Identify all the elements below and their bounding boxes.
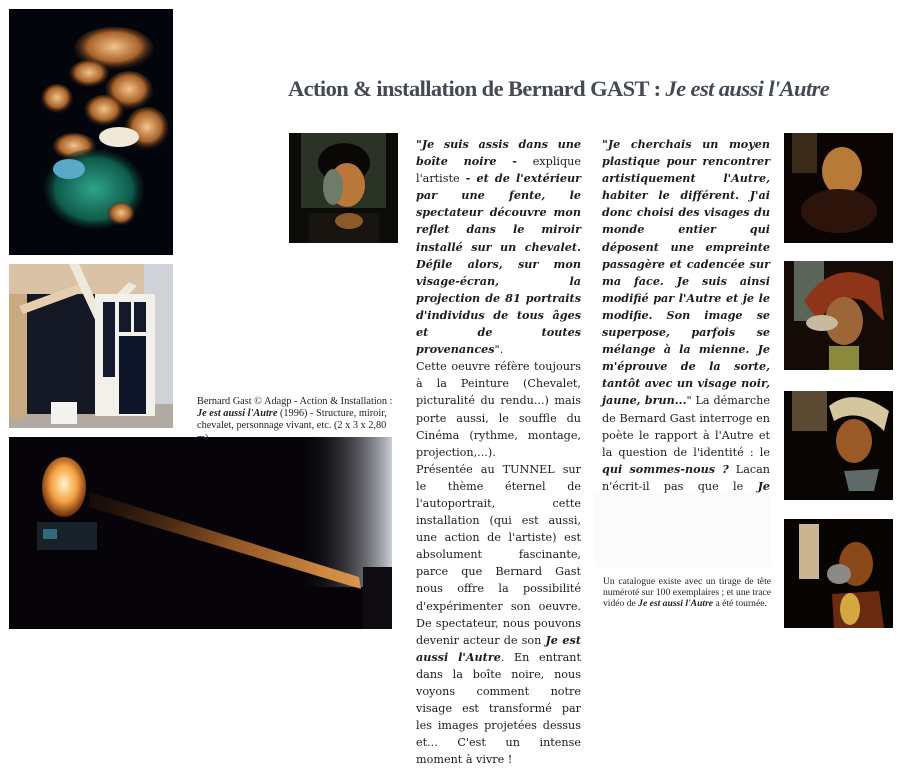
title-italic: Je est aussi l'Autre (665, 76, 830, 101)
projection-photo-graphic (9, 437, 392, 629)
woman-headwrap-photo (784, 391, 893, 500)
woman-red-scarf-photo (784, 261, 893, 370)
face-projection-beam-photo (9, 437, 392, 629)
caption-rest: (1996) - Structure, miroir, chevalet, personnage vivant, etc. (2 x 3 x 2,80 (197, 408, 387, 432)
note-text: a été tournée. (713, 598, 767, 610)
column1-quote-rest: et de l'extérieur par une fente, le spectateur découvre mon reflet dans le miroir installé sur un chevalet. Défile alors, sur mon visage-écran, la projection de 81 portraits d'individus de tous âges et de toutes provenances (416, 171, 581, 357)
column2-italic: qui sommes-nous ? (602, 461, 729, 476)
column1-paragraph-3 (416, 461, 581, 768)
portrait-graphic (784, 391, 893, 500)
note-italic: Je est aussi l'Autre (638, 598, 714, 610)
blank-panel (595, 493, 771, 567)
column1-dash: - (496, 154, 533, 169)
girl-portrait-photo (784, 133, 893, 243)
column2-italic: Je (757, 478, 770, 493)
column2-paragraph (602, 136, 770, 529)
column1-para3-italic: Je est aussi l'Autre (416, 632, 581, 664)
installation-photo-graphic (9, 264, 173, 428)
article-column-1 (416, 136, 581, 768)
catalogue-note (603, 576, 771, 610)
man-with-projected-face-photo (289, 133, 398, 243)
crowd-photo-graphic (9, 9, 173, 255)
column2-quote-close: " (686, 394, 692, 408)
column2-quote: "Je cherchais un moyen plastique pour rencontrer artistiquement l'Autre, habiter le différent. J'ai donc choisi des visages du monde entier qui déposent une empreinte passagère et cadencée sur ma face. Je suis ainsi modifié par l'Autre et je le modifie. Son image se superpose, parfois se mélange à la mienne. Je m'éprouve de la sorte, tantôt avec un visage noir, jaune, brun... (602, 137, 770, 408)
title-separator: : (648, 76, 666, 101)
note-text: Un catalogue existe avec un tirage de tête numéroté sur 100 exemplaires ; et une trace vidéo de (603, 576, 771, 610)
title-main: Action & installation de Bernard GAST (288, 76, 649, 101)
crowd-of-projected-faces-photo (9, 9, 173, 255)
caption-italic: Je est aussi l'Autre (197, 408, 278, 420)
column1-paragraph-2: Cette oeuvre réfère toujours à la Peinture (Chevalet, picturalité du rendu...) mais porte aussi, le souffle du Cinéma (rythme, montage, projection,...). (416, 360, 581, 459)
white-booth-installation-photo (9, 264, 173, 428)
caption-line1: Bernard Gast © Adagp - Action & Installation : (197, 396, 393, 407)
column1-para3-text: . En entrant dans la boîte noire, nous voyons comment notre visage est transformé par les images projetées dessus et... C'est un intense moment à vivre ! (416, 650, 581, 767)
column2-text: La démarche de Bernard Gast interroge en poète le rapport à l'Autre et la question de l'identité : le (602, 394, 770, 459)
column1-aside: explique l'artiste (416, 155, 581, 186)
portrait-graphic (784, 519, 893, 628)
column2-text: Lacan n'écrit-il pas que le (602, 462, 770, 493)
column1-quote-open: "Je suis assis dans une boîte noire (416, 137, 581, 169)
portrait-graphic (784, 133, 893, 243)
column1-quote-paragraph (416, 136, 581, 358)
page-title (288, 76, 898, 102)
man-photo-graphic (289, 133, 398, 243)
column1-quote-close: ". (494, 343, 504, 357)
child-portrait-photo (784, 519, 893, 628)
column1-dash: - (459, 171, 477, 186)
portrait-graphic (784, 261, 893, 370)
column1-para3-text: Présentée au TUNNEL sur le thème éternel de l'autoportrait, cette installation (qui est aussi, une action de l'artiste) est absolument fascinante, parce que Bernard Gast nous offre la possibilité d'expérimenter son oeuvre. De spectateur, nous pouvons devenir acteur de son (416, 462, 581, 647)
